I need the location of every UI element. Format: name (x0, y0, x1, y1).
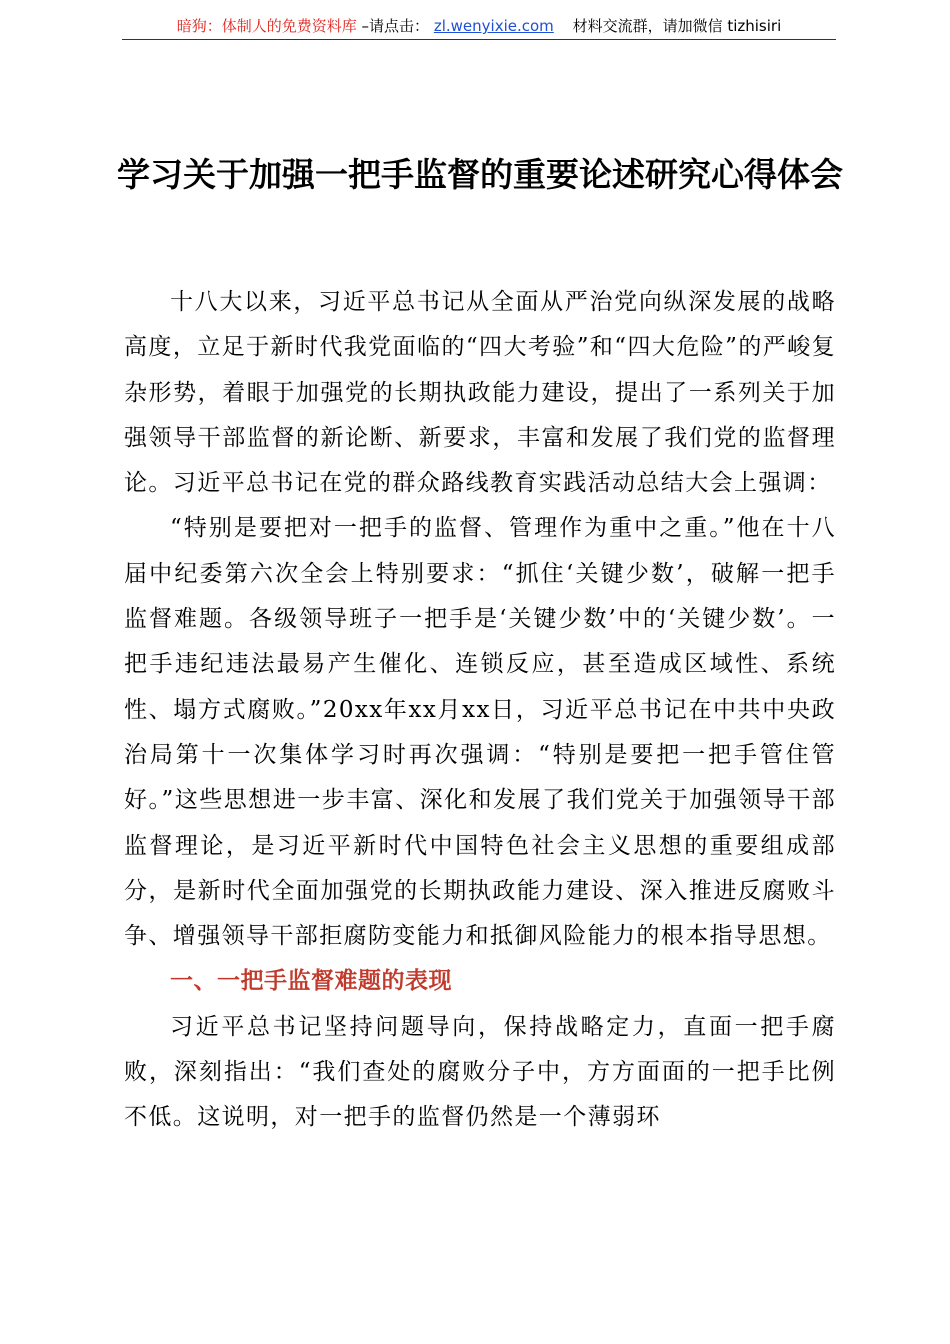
document-title: 学习关于加强一把手监督的重要论述研究心得体会 (117, 155, 843, 194)
section-1-paragraph: 习近平总书记坚持问题导向，保持战略定力，直面一把手腐败，深刻指出：“我们查处的腐败分子中，方方面面的一把手比例不低。这说明，对一把手的监督仍然是一个薄弱环 (124, 1013, 836, 1131)
document-body (124, 280, 836, 1141)
section-heading-1: 一、一把手监督难题的表现 (170, 968, 452, 995)
body-paragraph-2: “特别是要把对一把手的监督、管理作为重中之重。”他在十八届中纪委第六次全会上特别要求：“抓住‘关键少数’，破解一把手监督难题。各级领导班子一把手是‘关键少数’中的‘关键少数’。一把手违纪违法最易产生催化、连锁反应，甚至造成区域性、系统性、塌方式腐败。”20xx年xx月xx日，习近平总书记在中共中央政治局第十一次集体学习时再次强调：“特别是要把一把手管住管好。”这些思想进一步丰富、深化和发展了我们党关于加强领导干部监督理论，是习近平新时代中国特色社会主义思想的重要组成部分，是新时代全面加强党的长期执政能力建设、深入推进反腐败斗争、增强领导干部拒腐防变能力和抵御风险能力的根本指导思想。 (124, 515, 836, 950)
header-link[interactable]: zl.wenyixie.com (433, 17, 554, 35)
header-group-note: 材料交流群，请加微信 tizhisiri (572, 17, 782, 35)
header-click-prompt: –请点击： (361, 17, 430, 35)
header-site-name: 暗狗：体制人的免费资料库 (176, 17, 357, 35)
body-paragraph-1: 十八大以来，习近平总书记从全面从严治党向纵深发展的战略高度，立足于新时代我党面临的“四大考验”和“四大危险”的严峻复杂形势，着眼于加强党的长期执政能力建设，提出了一系列关于加强领导干部监督的新论断、新要求，丰富和发展了我们党的监督理论。习近平总书记在党的群众路线教育实践活动总结大会上强调： (124, 289, 836, 497)
page-header (122, 14, 836, 40)
